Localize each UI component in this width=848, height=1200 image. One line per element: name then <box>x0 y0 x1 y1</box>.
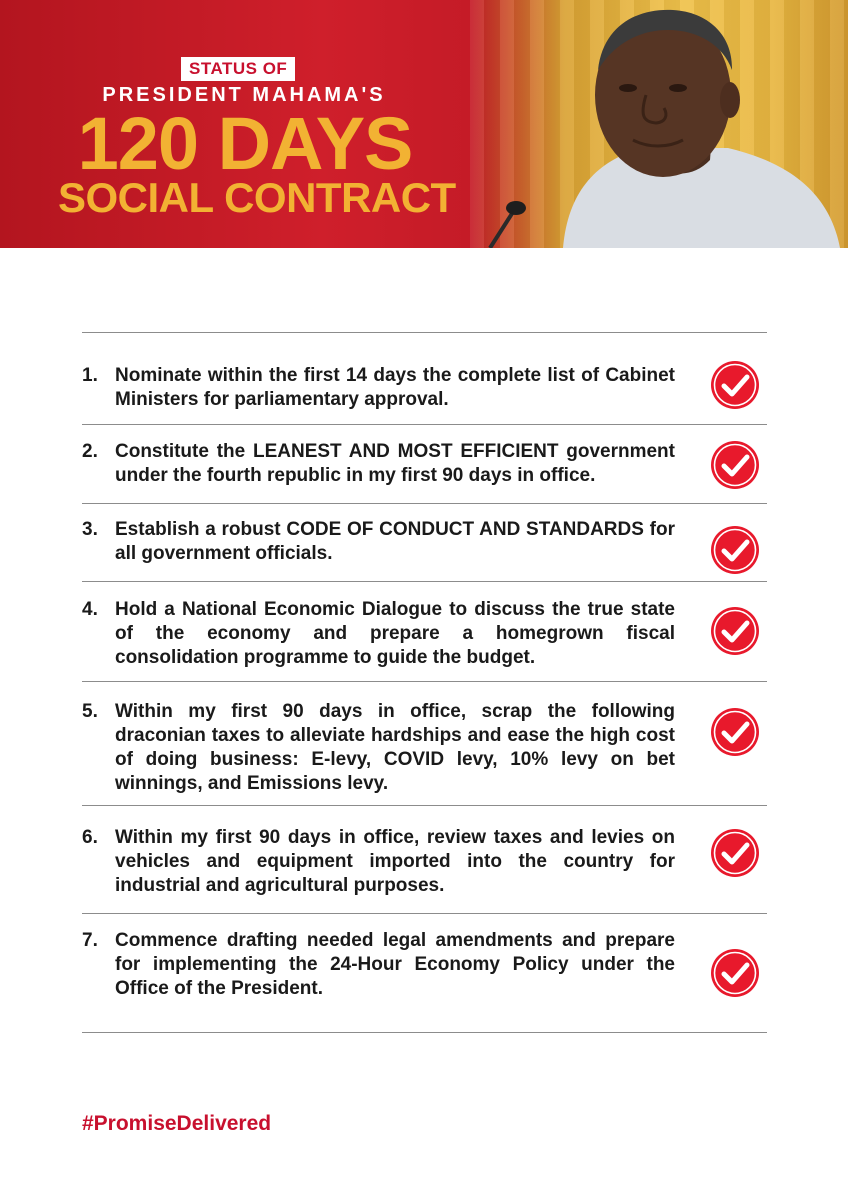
check-icon <box>710 525 760 575</box>
divider <box>82 805 767 806</box>
item-text: Hold a National Economic Dialogue to discuss the true state of the economy and prepare a homegrown fiscal consolidation programme to guide the budget. <box>115 599 675 668</box>
divider <box>82 581 767 582</box>
divider <box>82 503 767 504</box>
item-text: Within my first 90 days in office, scrap the following draconian taxes to alleviate hardships and ease the high cost of doing business: E-levy, COVID levy, 10% levy on bet winnings, and Emissions levy. <box>115 701 675 794</box>
item-text: Establish a robust CODE OF CONDUCT AND STANDARDS for all government officials. <box>115 519 675 564</box>
header-title-secondary: SOCIAL CONTRACT <box>58 174 456 221</box>
president-portrait <box>478 0 848 248</box>
item-text: Nominate within the first 14 days the complete list of Cabinet Ministers for parliamentary approval. <box>115 365 675 410</box>
item-number: 6. <box>82 827 98 848</box>
check-icon <box>710 440 760 490</box>
divider-top <box>82 332 767 333</box>
item-number: 1. <box>82 365 98 386</box>
header-title: 120 DAYS <box>77 102 413 185</box>
hashtag: #PromiseDelivered <box>82 1112 272 1135</box>
check-icon <box>710 360 760 410</box>
check-icon <box>710 828 760 878</box>
item-number: 5. <box>82 701 98 722</box>
item-number: 7. <box>82 930 98 951</box>
divider <box>82 424 767 425</box>
item-text: Commence drafting needed legal amendments and prepare for implementing the 24-Hour Economy Policy under the Office of the President. <box>115 930 675 999</box>
item-number: 3. <box>82 519 98 540</box>
header-banner <box>0 0 848 248</box>
item-text: Constitute the LEANEST AND MOST EFFICIENT government under the fourth republic in my first 90 days in office. <box>115 441 675 486</box>
divider <box>82 913 767 914</box>
check-icon <box>710 948 760 998</box>
item-number: 2. <box>82 441 98 462</box>
divider-bottom <box>82 1032 767 1033</box>
item-text: Within my first 90 days in office, review taxes and levies on vehicles and equipment imported into the country for industrial and agricultural purposes. <box>115 827 675 896</box>
check-icon <box>710 606 760 656</box>
status-badge: STATUS OF <box>181 57 295 81</box>
check-icon <box>710 707 760 757</box>
header-subtitle: PRESIDENT MAHAMA'S <box>102 84 386 106</box>
divider <box>82 681 767 682</box>
item-number: 4. <box>82 599 98 620</box>
